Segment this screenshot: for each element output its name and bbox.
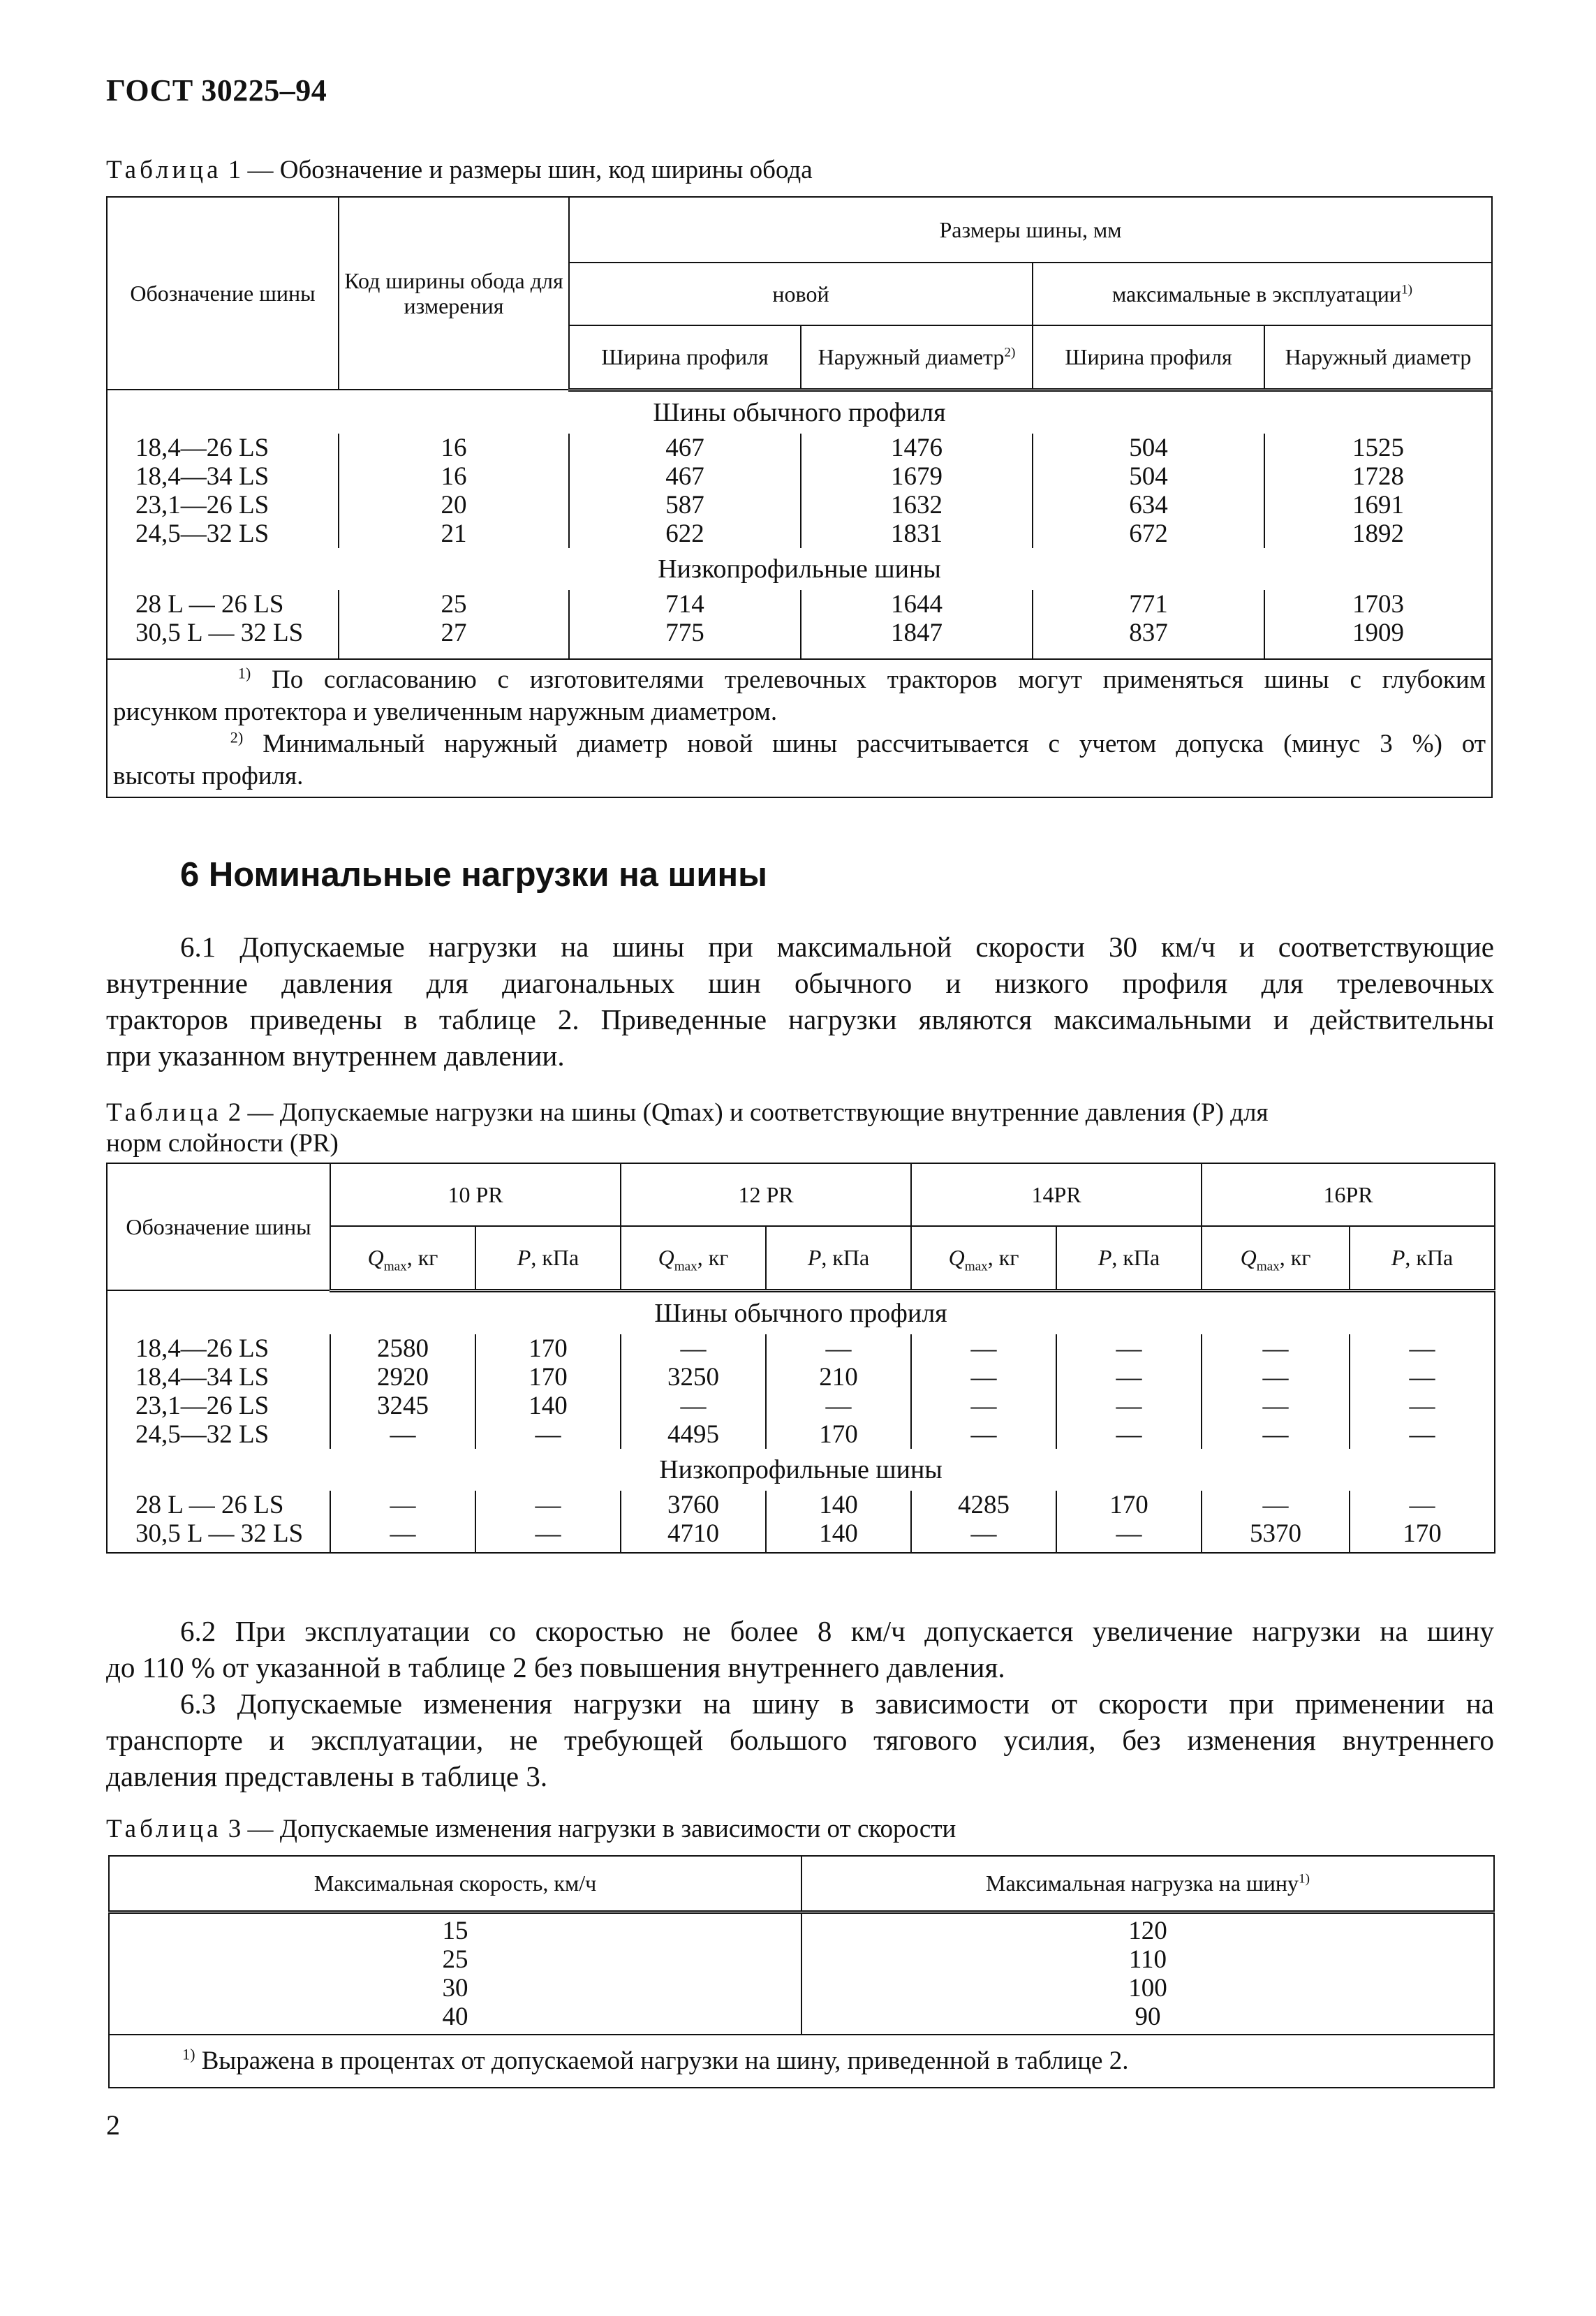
t2-cell: 18,4—34 LS (135, 1362, 269, 1392)
t2-h-q: $Q_{max}$, кг (1202, 1226, 1350, 1290)
t3-cell: 100 (1128, 1973, 1167, 2002)
t1-cell: 18,4—26 LS (135, 433, 269, 462)
table3 (108, 1855, 1495, 2088)
t1-cell: 1632 (891, 490, 943, 519)
t2-cell: — (1262, 1362, 1289, 1392)
t2-cell: — (390, 1419, 416, 1449)
t1-cell: 28 L — 26 LS (135, 589, 284, 619)
t3-rows (109, 1912, 1494, 2035)
t2-cell: 5370 (1250, 1519, 1302, 1548)
table2 (106, 1163, 1495, 1554)
t1-cell: 1728 (1352, 462, 1405, 491)
paragraph-6-1 (106, 929, 1494, 1074)
p63-line: давления представлены в таблице 3. (106, 1760, 548, 1792)
t2-cell: — (535, 1490, 561, 1519)
t2-cell: 3760 (667, 1490, 720, 1519)
t1-normal-rows (107, 434, 1492, 548)
table1-caption-text: 1 — Обозначение и размеры шин, код ширины обода (228, 156, 813, 184)
t1-cell: 16 (441, 462, 467, 491)
paragraph-6-2 (106, 1613, 1494, 1686)
table3-caption-prefix: Таблица (106, 1815, 222, 1843)
t2-low-rows (107, 1491, 1495, 1553)
t1-cell: 24,5—32 LS (135, 519, 269, 548)
t2-h-group: 10 PR (330, 1163, 621, 1226)
t2-cell: — (825, 1334, 852, 1363)
t2-cell: 170 (529, 1362, 568, 1392)
t2-cell: 170 (1109, 1490, 1148, 1519)
t2-cell: 3245 (377, 1391, 429, 1420)
p61-line: внутренние давления для диагональных шин обычного и низкого профиля для трелевочных (106, 967, 1494, 999)
t2-cell: 170 (529, 1334, 568, 1363)
t1-h-new-diam: Наружный диаметр$^{2)}$ (801, 325, 1033, 390)
t2-section-normal: Шины обычного профиля (654, 1298, 947, 1328)
t1-cell: 1476 (891, 433, 943, 462)
t1-cell: 467 (665, 433, 704, 462)
table2-caption-line2: норм слойности (PR) (106, 1129, 339, 1158)
t2-cell: — (390, 1490, 416, 1519)
t1-h-rim-code: Код ширины обода для измерения (339, 197, 569, 390)
t2-cell: — (1262, 1490, 1289, 1519)
t1-cell: 1892 (1352, 519, 1405, 548)
t1-h-sizes: Размеры шины, мм (569, 197, 1492, 263)
t3-footnote: $^{1)}$ Выражена в процентах от допускаемой нагрузки на шину, приведенной в таблице 2. (109, 2035, 1494, 2088)
t1-cell: 27 (441, 618, 467, 647)
t1-cell: 837 (1129, 618, 1168, 647)
t2-h-p: P, кПа (1350, 1226, 1495, 1290)
t1-cell: 21 (441, 519, 467, 548)
t2-cell: 210 (819, 1362, 858, 1392)
t1-cell: 1525 (1352, 433, 1405, 462)
t1-low-rows (107, 590, 1492, 659)
t1-footnote2-line1: $^{2)}$ Минимальный наружный диаметр новой шины рассчитывается с учетом допуска (минус 3 %) от (230, 728, 1486, 758)
t3-h-load: Максимальная нагрузка на шину$^{1)}$ (801, 1856, 1494, 1912)
t1-cell: 771 (1129, 589, 1168, 619)
t2-cell: — (1262, 1419, 1289, 1449)
p61-line: тракторов приведены в таблице 2. Приведенные нагрузки являются максимальными и действительны (106, 1003, 1494, 1035)
t2-cell: 28 L — 26 LS (135, 1490, 284, 1519)
t2-cell: — (1116, 1362, 1142, 1392)
t2-cell: — (1409, 1419, 1435, 1449)
t2-cell: — (1262, 1334, 1289, 1363)
t2-cell: — (1116, 1519, 1142, 1548)
t1-cell: 16 (441, 433, 467, 462)
t2-normal-rows (107, 1334, 1495, 1449)
t1-cell: 1691 (1352, 490, 1405, 519)
t2-h-q: $Q_{max}$, кг (621, 1226, 766, 1290)
p61-line: 6.1 Допускаемые нагрузки на шины при максимальной скорости 30 км/ч и соответствующие (180, 931, 1494, 963)
t1-footnote1-line1: $^{1)}$ По согласованию с изготовителями трелевочных тракторов могут применяться шины с глубоким (237, 664, 1486, 694)
t2-h-group: 14PR (911, 1163, 1202, 1226)
t1-cell: 1909 (1352, 618, 1405, 647)
t2-cell: — (1409, 1391, 1435, 1420)
p62-line: до 110 % от указанной в таблице 2 без повышения внутреннего давления. (106, 1651, 1005, 1683)
t1-h-new: новой (569, 263, 1033, 325)
t2-cell: 140 (529, 1391, 568, 1420)
t2-cell: — (1409, 1362, 1435, 1392)
t3-cell: 25 (442, 1945, 468, 1974)
t2-cell: — (970, 1362, 997, 1392)
t2-cell: — (1116, 1391, 1142, 1420)
t2-cell: — (970, 1519, 997, 1548)
t2-cell: — (1262, 1391, 1289, 1420)
table2-caption: Таблица 2 — Допускаемые нагрузки на шины (Qmax) и соответствующие внутренние давления (P) для норм слойности (PR) (106, 1098, 1494, 1159)
t2-h-p: P, кПа (475, 1226, 621, 1290)
t3-cell: 15 (442, 1916, 468, 1945)
t2-cell: 24,5—32 LS (135, 1419, 269, 1449)
t1-footnote1-line2: рисунком протектора и увеличенным наружным диаметром. (113, 697, 778, 726)
p63-line: 6.3 Допускаемые изменения нагрузки на шину в зависимости от скорости при применении на (180, 1688, 1494, 1720)
t3-cell: 90 (1135, 2002, 1161, 2031)
t1-h-max-diam: Наружный диаметр (1264, 325, 1492, 390)
t2-h-group: 12 PR (621, 1163, 911, 1226)
t2-h-group: 16PR (1202, 1163, 1495, 1226)
t2-cell: 2580 (377, 1334, 429, 1363)
t2-cell: — (1116, 1334, 1142, 1363)
paragraph-6-3 (106, 1686, 1494, 1794)
t1-cell: 30,5 L — 32 LS (135, 618, 304, 647)
t1-footnotes (107, 659, 1492, 797)
t2-h-p: P, кПа (766, 1226, 911, 1290)
t2-cell: — (1409, 1490, 1435, 1519)
t1-cell: 1679 (891, 462, 943, 491)
t1-cell: 634 (1129, 490, 1168, 519)
t2-cell: 2920 (377, 1362, 429, 1392)
t3-cell: 110 (1128, 1945, 1167, 1974)
table3-caption (106, 1814, 956, 1845)
document-header: ГОСТ 30225–94 (106, 73, 327, 108)
t1-section-low: Низкопрофильные шины (658, 554, 941, 584)
t2-cell: — (680, 1391, 707, 1420)
t1-h-max-width: Ширина профиля (1033, 325, 1264, 390)
t2-h-q: $Q_{max}$, кг (330, 1226, 475, 1290)
t1-cell: 1847 (891, 618, 943, 647)
t1-cell: 25 (441, 589, 467, 619)
t1-section-normal: Шины обычного профиля (653, 397, 946, 427)
t2-cell: — (825, 1391, 852, 1420)
t2-cell: 4495 (667, 1419, 720, 1449)
t1-h-designation: Обозначение шины (107, 197, 339, 390)
t1-cell: 23,1—26 LS (135, 490, 269, 519)
t2-cell: — (1409, 1334, 1435, 1363)
p61-line: при указанном внутреннем давлении. (106, 1040, 565, 1072)
t1-cell: 587 (665, 490, 704, 519)
t1-h-max: максимальные в эксплуатации$^{1)}$ (1033, 263, 1492, 325)
t2-cell: 3250 (667, 1362, 720, 1392)
t1-cell: 1703 (1352, 589, 1405, 619)
t2-cell: 30,5 L — 32 LS (135, 1519, 304, 1548)
p62-line: 6.2 При эксплуатации со скоростью не более 8 км/ч допускается увеличение нагрузки на шину (180, 1615, 1494, 1647)
t2-h-p: P, кПа (1056, 1226, 1202, 1290)
t1-cell: 18,4—34 LS (135, 462, 269, 491)
table3-caption-text: 3 — Допускаемые изменения нагрузки в зависимости от скорости (228, 1815, 956, 1843)
t2-cell: 23,1—26 LS (135, 1391, 269, 1420)
t1-cell: 20 (441, 490, 467, 519)
t1-cell: 622 (665, 519, 704, 548)
t2-section-low: Низкопрофильные шины (659, 1454, 943, 1484)
t2-cell: 170 (1403, 1519, 1442, 1548)
t2-h-designation: Обозначение шины (107, 1163, 330, 1290)
t1-cell: 1831 (891, 519, 943, 548)
t1-cell: 672 (1129, 519, 1168, 548)
t2-cell: — (535, 1419, 561, 1449)
t1-cell: 714 (665, 589, 704, 619)
t3-cell: 30 (442, 1973, 468, 2002)
t3-cell: 120 (1128, 1916, 1167, 1945)
t2-h-q: $Q_{max}$, кг (911, 1226, 1056, 1290)
t2-cell: 170 (819, 1419, 858, 1449)
t2-cell: — (680, 1334, 707, 1363)
t3-h-speed: Максимальная скорость, км/ч (109, 1856, 801, 1912)
t1-h-new-width: Ширина профиля (569, 325, 801, 390)
t1-cell: 775 (665, 618, 704, 647)
t3-cell: 40 (442, 2002, 468, 2031)
t2-cell: — (970, 1391, 997, 1420)
t1-cell: 1644 (891, 589, 943, 619)
table1-caption (106, 155, 813, 186)
p63-line: транспорте и эксплуатации, не требующей большого тягового усилия, без изменения внутреннего (106, 1724, 1494, 1756)
t1-footnote2-line2: высоты профиля. (113, 761, 304, 790)
t2-cell: — (970, 1334, 997, 1363)
t1-cell: 504 (1129, 462, 1168, 491)
t2-cell: — (1116, 1419, 1142, 1449)
table1 (106, 196, 1493, 798)
page-number: 2 (106, 2109, 120, 2141)
t2-cell: 4285 (958, 1490, 1010, 1519)
t2-cell: 140 (819, 1519, 858, 1548)
t2-cell: 18,4—26 LS (135, 1334, 269, 1363)
t1-cell: 467 (665, 462, 704, 491)
t2-cell: — (970, 1419, 997, 1449)
t1-cell: 504 (1129, 433, 1168, 462)
t2-cell: 140 (819, 1490, 858, 1519)
t2-cell: 4710 (667, 1519, 720, 1548)
table1-caption-prefix: Таблица (106, 156, 222, 184)
t2-cell: — (535, 1519, 561, 1548)
t2-cell: — (390, 1519, 416, 1548)
table2-caption-line1: 2 — Допускаемые нагрузки на шины (Qmax) и соответствующие внутренние давления (P) для (228, 1098, 1269, 1127)
section6-title: 6 Номинальные нагрузки на шины (180, 856, 767, 894)
